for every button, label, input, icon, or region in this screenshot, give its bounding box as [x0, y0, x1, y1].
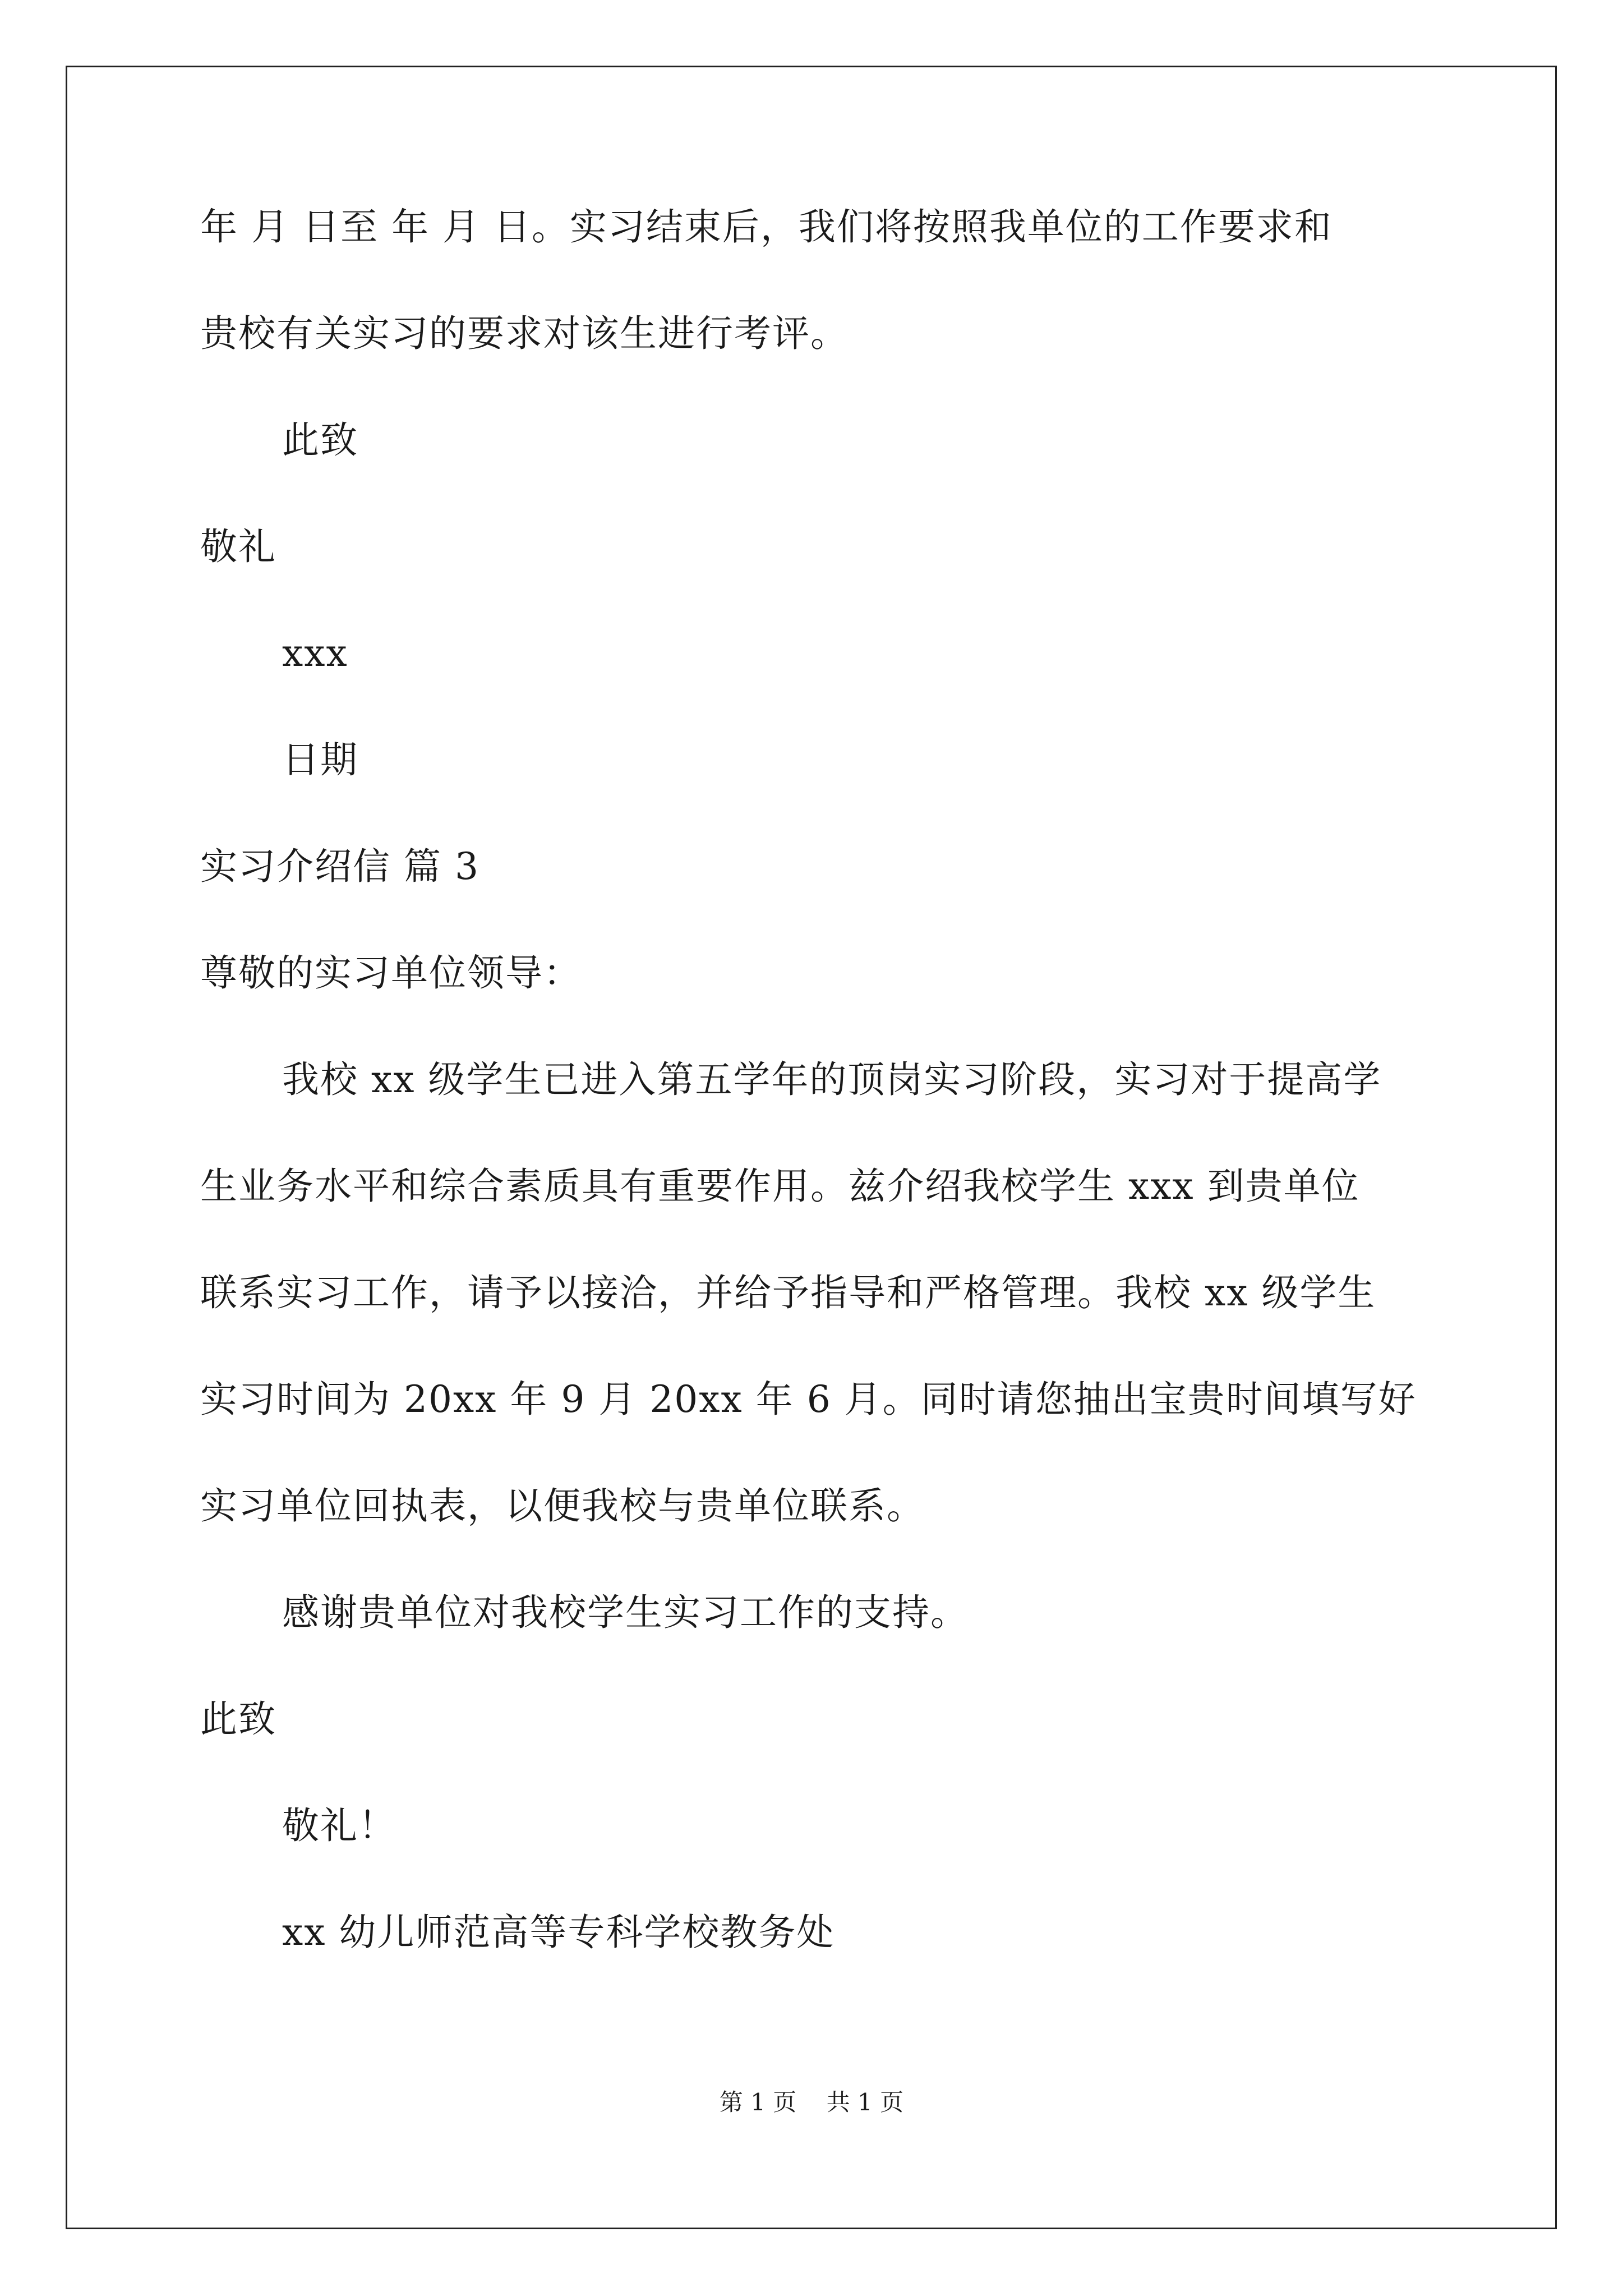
text-line: 我校 xx 级学生已进入第五学年的顶岗实习阶段，实习对于提高学: [282, 1058, 1382, 1101]
text-line: 实习单位回执表，以便我校与贵单位联系。: [200, 1484, 925, 1527]
text-line: 生业务水平和综合素质具有重要作用。兹介绍我校学生 xxx 到贵单位: [200, 1165, 1360, 1208]
text-line: 贵校有关实习的要求对该生进行考评。: [200, 312, 849, 355]
signature-organization: xx 幼儿师范高等专科学校教务处: [282, 1911, 835, 1954]
closing-salutation: 此致: [200, 1697, 276, 1741]
signature-name: xxx: [282, 632, 348, 675]
greeting: 尊敬的实习单位领导：: [200, 951, 582, 995]
signature-date: 日期: [282, 738, 358, 781]
text-line: 感谢贵单位对我校学生实习工作的支持。: [282, 1591, 969, 1634]
page-border: [66, 66, 1557, 2229]
closing-respect: 敬礼: [200, 525, 276, 568]
section-heading: 实习介绍信 篇 3: [200, 845, 479, 888]
text-line: 实习时间为 20xx 年 9 月 20xx 年 6 月。同时请您抽出宝贵时间填写好: [200, 1378, 1417, 1421]
text-line: 联系实习工作，请予以接洽，并给予指导和严格管理。我校 xx 级学生: [200, 1271, 1376, 1314]
text-line: 年 月 日至 年 月 日。实习结束后，我们将按照我单位的工作要求和: [200, 205, 1332, 249]
closing-respect: 敬礼！: [282, 1804, 396, 1847]
closing-salutation: 此致: [282, 418, 358, 462]
page-number-footer: 第 1 页 共 1 页: [719, 2088, 904, 2116]
